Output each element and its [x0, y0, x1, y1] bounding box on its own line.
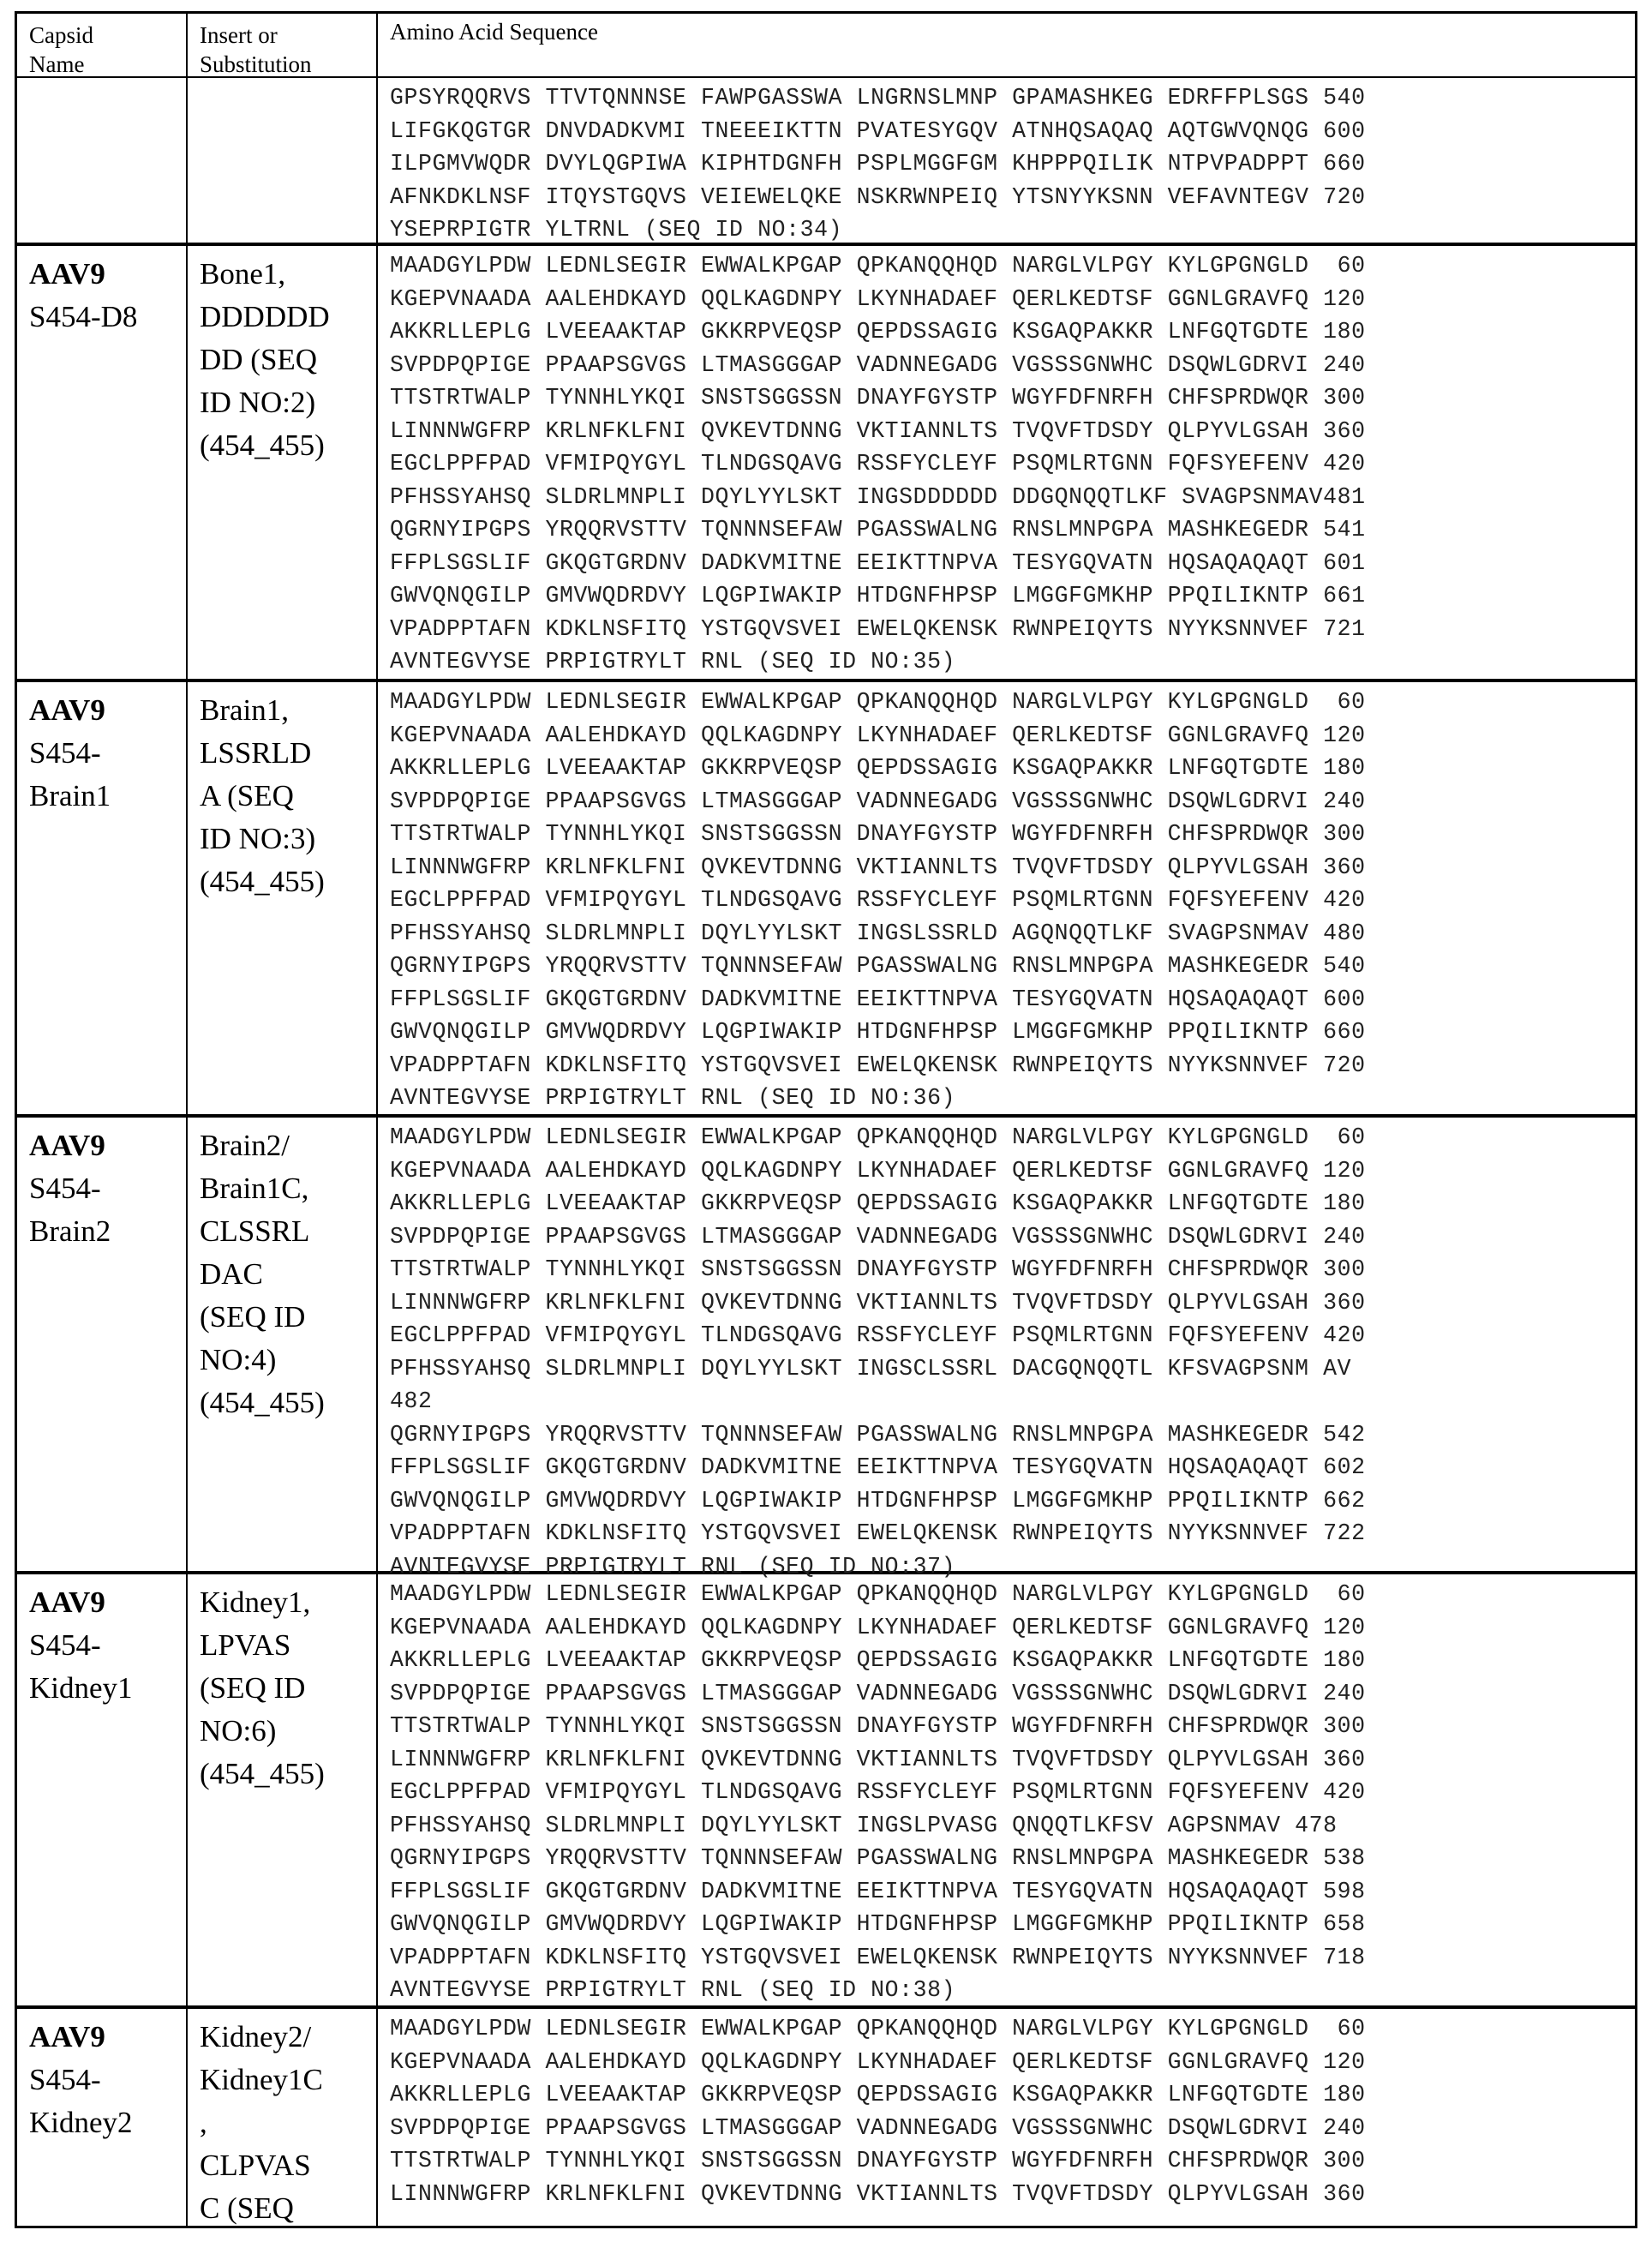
sequence-cell — [378, 2009, 1635, 2226]
capsid-name-variant: S454- Kidney2 — [29, 2063, 133, 2139]
table-row — [17, 1571, 1635, 2005]
sequence-line: PFHSSYAHSQ SLDRLMNPLI DQYLYYLSKT INGSDDDDDD DDGQNQQTLKF SVAGPSNMAV481 — [390, 483, 1366, 510]
table-row — [17, 679, 1635, 1114]
sequence-line: KGEPVNAADA AALEHDKAYD QQLKAGDNPY LKYNHADAEF QERLKEDTSF GGNLGRAVFQ 120 — [390, 2048, 1366, 2075]
amino-acid-sequence — [390, 1121, 1635, 1583]
amino-acid-sequence — [390, 2012, 1635, 2210]
table-body — [17, 78, 1635, 2226]
capsid-name-variant: S454- Brain2 — [29, 1172, 111, 1248]
sequence-line: VPADPPTAFN KDKLNSFITQ YSTGQVSVEI EWELQKENSK RWNPEIQYTS NYYKSNNVEF 720 — [390, 1052, 1366, 1078]
sequence-line: AKKRLLEPLG LVEEAAKTAP GKKRPVEQSP QEPDSSAGIG KSGAQPAKKR LNFGQTGDTE 180 — [390, 319, 1366, 345]
insert-cell — [188, 1118, 378, 1571]
sequence-line: PFHSSYAHSQ SLDRLMNPLI DQYLYYLSKT INGSLSSRLD AGQNQQTLKF SVAGPSNMAV 480 — [390, 920, 1366, 946]
sequence-line: AVNTEGVYSE PRPIGTRYLT RNL (SEQ ID NO:36) — [390, 1085, 956, 1111]
sequence-line: GWVQNQGILP GMVWQDRDVY LQGPIWAKIP HTDGNFHPSP LMGGFGMKHP PPQILIKNTP 661 — [390, 583, 1366, 608]
capsid-name-bold: AAV9 — [29, 1586, 105, 1619]
sequence-line: QGRNYIPGPS YRQQRVSTTV TQNNNSEFAW PGASSWALNG RNSLMNPGPA MASHKEGEDR 540 — [390, 953, 1366, 979]
sequence-line: EGCLPPFPAD VFMIPQYGYL TLNDGSQAVG RSSFYCLEYF PSQMLRTGNN FQFSYEFENV 420 — [390, 1322, 1366, 1348]
table-row — [17, 243, 1635, 679]
sequence-line: TTSTRTWALP TYNNHLYKQI SNSTSGGSSN DNAYFGYSTP WGYFDFNRFH CHFSPRDWQR 300 — [390, 821, 1366, 847]
header-insert-label: Insert or Substitution — [200, 22, 312, 77]
insert-substitution: Kidney1, LPVAS (SEQ ID NO:6) (454_455) — [200, 1586, 325, 1790]
sequence-line: MAADGYLPDW LEDNLSEGIR EWWALKPGAP QPKANQQHQD NARGLVLPGY KYLGPGNGLD 60 — [390, 2016, 1366, 2041]
capsid-name-variant: S454-D8 — [29, 300, 138, 333]
table-row — [17, 1114, 1635, 1580]
insert-substitution: Brain2/ Brain1C, CLSSRL DAC (SEQ ID NO:4) (454_455) — [200, 1129, 325, 1419]
table-row — [17, 78, 1635, 243]
capsid-name-cell — [17, 1574, 188, 2005]
sequence-line: AVNTEGVYSE PRPIGTRYLT RNL (SEQ ID NO:38) — [390, 1977, 956, 2003]
capsid-name-bold: AAV9 — [29, 257, 105, 291]
sequence-line: KGEPVNAADA AALEHDKAYD QQLKAGDNPY LKYNHADAEF QERLKEDTSF GGNLGRAVFQ 120 — [390, 285, 1366, 312]
sequence-line: EGCLPPFPAD VFMIPQYGYL TLNDGSQAVG RSSFYCLEYF PSQMLRTGNN FQFSYEFENV 420 — [390, 1779, 1366, 1805]
header-capsid-name — [17, 14, 188, 76]
capsid-name-bold: AAV9 — [29, 693, 105, 727]
sequence-line: GPSYRQQRVS TTVTQNNNSE FAWPGASSWA LNGRNSLMNP GPAMASHKEG EDRFFPLSGS 540 — [390, 85, 1366, 111]
sequence-line: LIFGKQGTGR DNVDADKVMI TNEEEIKTTN PVATESYGQV ATNHQSAQAQ AQTGWVQNQG 600 — [390, 117, 1366, 144]
insert-cell — [188, 78, 378, 243]
sequence-line: LINNNWGFRP KRLNFKLFNI QVKEVTDNNG VKTIANNLTS TVQVFTDSDY QLPYVLGSAH 360 — [390, 1289, 1366, 1316]
capsid-name-cell — [17, 246, 188, 679]
sequence-line: SVPDPQPIGE PPAAPSGVGS LTMASGGGAP VADNNEGADG VGSSSGNWHC DSQWLGDRVI 240 — [390, 788, 1366, 814]
sequence-line: GWVQNQGILP GMVWQDRDVY LQGPIWAKIP HTDGNFHPSP LMGGFGMKHP PPQILIKNTP 658 — [390, 1911, 1366, 1937]
capsid-name — [29, 689, 186, 818]
table-row — [17, 2005, 1635, 2226]
sequence-line: 482 — [390, 1388, 433, 1414]
capsid-name-bold: AAV9 — [29, 2020, 105, 2053]
insert-cell — [188, 1574, 378, 2005]
sequence-line: AKKRLLEPLG LVEEAAKTAP GKKRPVEQSP QEPDSSAGIG KSGAQPAKKR LNFGQTGDTE 180 — [390, 2082, 1366, 2107]
insert-cell — [188, 2009, 378, 2226]
sequence-line: TTSTRTWALP TYNNHLYKQI SNSTSGGSSN DNAYFGYSTP WGYFDFNRFH CHFSPRDWQR 300 — [390, 1713, 1366, 1739]
capsid-name — [29, 253, 186, 339]
amino-acid-sequence — [390, 81, 1635, 247]
sequence-line: VPADPPTAFN KDKLNSFITQ YSTGQVSVEI EWELQKENSK RWNPEIQYTS NYYKSNNVEF 721 — [390, 615, 1366, 642]
sequence-cell — [378, 682, 1635, 1114]
sequence-line: VPADPPTAFN KDKLNSFITQ YSTGQVSVEI EWELQKENSK RWNPEIQYTS NYYKSNNVEF 718 — [390, 1944, 1366, 1970]
sequence-line: SVPDPQPIGE PPAAPSGVGS LTMASGGGAP VADNNEGADG VGSSSGNWHC DSQWLGDRVI 240 — [390, 2114, 1366, 2141]
amino-acid-sequence — [390, 249, 1635, 679]
sequence-line: FFPLSGSLIF GKQGTGRDNV DADKVMITNE EEIKTTNPVA TESYGQVATN HQSAQAQAQT 598 — [390, 1878, 1366, 1904]
table-header-row — [17, 14, 1635, 78]
header-sequence — [378, 14, 1635, 76]
header-sequence-label: Amino Acid Sequence — [390, 19, 598, 45]
insert-substitution: Brain1, LSSRLD A (SEQ ID NO:3) (454_455) — [200, 693, 325, 898]
sequence-line: FFPLSGSLIF GKQGTGRDNV DADKVMITNE EEIKTTNPVA TESYGQVATN HQSAQAQAQT 602 — [390, 1454, 1366, 1480]
sequence-line: EGCLPPFPAD VFMIPQYGYL TLNDGSQAVG RSSFYCLEYF PSQMLRTGNN FQFSYEFENV 420 — [390, 887, 1366, 913]
sequence-line: AVNTEGVYSE PRPIGTRYLT RNL (SEQ ID NO:35) — [390, 649, 956, 674]
sequence-line: AKKRLLEPLG LVEEAAKTAP GKKRPVEQSP QEPDSSAGIG KSGAQPAKKR LNFGQTGDTE 180 — [390, 755, 1366, 781]
capsid-name-variant: S454- Kidney1 — [29, 1628, 133, 1705]
sequence-line: GWVQNQGILP GMVWQDRDVY LQGPIWAKIP HTDGNFHPSP LMGGFGMKHP PPQILIKNTP 660 — [390, 1019, 1366, 1045]
sequence-line: LINNNWGFRP KRLNFKLFNI QVKEVTDNNG VKTIANNLTS TVQVFTDSDY QLPYVLGSAH 360 — [390, 417, 1366, 444]
capsid-name-variant: S454- Brain1 — [29, 736, 111, 812]
capsid-name-cell — [17, 1118, 188, 1571]
sequence-line: KGEPVNAADA AALEHDKAYD QQLKAGDNPY LKYNHADAEF QERLKEDTSF GGNLGRAVFQ 120 — [390, 722, 1366, 748]
sequence-cell — [378, 78, 1635, 243]
sequence-cell — [378, 246, 1635, 679]
sequence-line: AKKRLLEPLG LVEEAAKTAP GKKRPVEQSP QEPDSSAGIG KSGAQPAKKR LNFGQTGDTE 180 — [390, 1647, 1366, 1673]
sequence-line: TTSTRTWALP TYNNHLYKQI SNSTSGGSSN DNAYFGYSTP WGYFDFNRFH CHFSPRDWQR 300 — [390, 1256, 1366, 1282]
sequence-line: GWVQNQGILP GMVWQDRDVY LQGPIWAKIP HTDGNFHPSP LMGGFGMKHP PPQILIKNTP 662 — [390, 1487, 1366, 1514]
capsid-name-cell — [17, 2009, 188, 2226]
sequence-line: MAADGYLPDW LEDNLSEGIR EWWALKPGAP QPKANQQHQD NARGLVLPGY KYLGPGNGLD 60 — [390, 1581, 1366, 1607]
sequence-cell — [378, 1574, 1635, 2005]
sequence-line: QGRNYIPGPS YRQQRVSTTV TQNNNSEFAW PGASSWALNG RNSLMNPGPA MASHKEGEDR 542 — [390, 1421, 1366, 1448]
sequence-line: TTSTRTWALP TYNNHLYKQI SNSTSGGSSN DNAYFGYSTP WGYFDFNRFH CHFSPRDWQR 300 — [390, 2148, 1366, 2173]
sequence-line: KGEPVNAADA AALEHDKAYD QQLKAGDNPY LKYNHADAEF QERLKEDTSF GGNLGRAVFQ 120 — [390, 1614, 1366, 1640]
insert-substitution: Bone1, DDDDDD DD (SEQ ID NO:2) (454_455) — [200, 257, 330, 462]
sequence-line: LINNNWGFRP KRLNFKLFNI QVKEVTDNNG VKTIANNLTS TVQVFTDSDY QLPYVLGSAH 360 — [390, 1746, 1366, 1772]
sequence-line: QGRNYIPGPS YRQQRVSTTV TQNNNSEFAW PGASSWALNG RNSLMNPGPA MASHKEGEDR 541 — [390, 517, 1366, 543]
insert-cell — [188, 246, 378, 679]
sequence-line: TTSTRTWALP TYNNHLYKQI SNSTSGGSSN DNAYFGYSTP WGYFDFNRFH CHFSPRDWQR 300 — [390, 385, 1366, 411]
sequence-line: QGRNYIPGPS YRQQRVSTTV TQNNNSEFAW PGASSWALNG RNSLMNPGPA MASHKEGEDR 538 — [390, 1845, 1366, 1871]
sequence-line: AKKRLLEPLG LVEEAAKTAP GKKRPVEQSP QEPDSSAGIG KSGAQPAKKR LNFGQTGDTE 180 — [390, 1190, 1366, 1216]
insert-substitution: Kidney2/ Kidney1C , CLPVAS C (SEQ — [200, 2020, 323, 2225]
insert-cell — [188, 682, 378, 1114]
sequence-line: MAADGYLPDW LEDNLSEGIR EWWALKPGAP QPKANQQHQD NARGLVLPGY KYLGPGNGLD 60 — [390, 1124, 1366, 1150]
sequence-line: LINNNWGFRP KRLNFKLFNI QVKEVTDNNG VKTIANNLTS TVQVFTDSDY QLPYVLGSAH 360 — [390, 854, 1366, 880]
sequence-line: MAADGYLPDW LEDNLSEGIR EWWALKPGAP QPKANQQHQD NARGLVLPGY KYLGPGNGLD 60 — [390, 253, 1366, 279]
capsid-name-cell — [17, 682, 188, 1114]
sequence-line: SVPDPQPIGE PPAAPSGVGS LTMASGGGAP VADNNEGADG VGSSSGNWHC DSQWLGDRVI 240 — [390, 351, 1366, 378]
capsid-name-cell — [17, 78, 188, 243]
sequence-line: LINNNWGFRP KRLNFKLFNI QVKEVTDNNG VKTIANNLTS TVQVFTDSDY QLPYVLGSAH 360 — [390, 2180, 1366, 2207]
capsid-name-bold: AAV9 — [29, 1129, 105, 1162]
sequence-line: AFNKDKLNSF ITQYSTGQVS VEIEWELQKE NSKRWNPEIQ YTSNYYKSNN VEFAVNTEGV 720 — [390, 183, 1366, 210]
capsid-name — [29, 1581, 186, 1710]
sequence-line: SVPDPQPIGE PPAAPSGVGS LTMASGGGAP VADNNEGADG VGSSSGNWHC DSQWLGDRVI 240 — [390, 1680, 1366, 1706]
sequence-line: MAADGYLPDW LEDNLSEGIR EWWALKPGAP QPKANQQHQD NARGLVLPGY KYLGPGNGLD 60 — [390, 689, 1366, 715]
capsid-sequence-table — [15, 11, 1637, 2228]
sequence-line: PFHSSYAHSQ SLDRLMNPLI DQYLYYLSKT INGSLPVASG QNQQTLKFSV AGPSNMAV 478 — [390, 1812, 1338, 1838]
sequence-line: YSEPRPIGTR YLTRNL (SEQ ID NO:34) — [390, 217, 843, 243]
sequence-line: FFPLSGSLIF GKQGTGRDNV DADKVMITNE EEIKTTNPVA TESYGQVATN HQSAQAQAQT 601 — [390, 549, 1366, 576]
sequence-line: ILPGMVWQDR DVYLQGPIWA KIPHTDGNFH PSPLMGGFGM KHPPPQILIK NTPVPADPPT 660 — [390, 151, 1366, 177]
sequence-line: VPADPPTAFN KDKLNSFITQ YSTGQVSVEI EWELQKENSK RWNPEIQYTS NYYKSNNVEF 722 — [390, 1520, 1366, 1546]
sequence-line: SVPDPQPIGE PPAAPSGVGS LTMASGGGAP VADNNEGADG VGSSSGNWHC DSQWLGDRVI 240 — [390, 1223, 1366, 1250]
sequence-cell — [378, 1118, 1635, 1580]
amino-acid-sequence — [390, 686, 1635, 1115]
sequence-line: KGEPVNAADA AALEHDKAYD QQLKAGDNPY LKYNHADAEF QERLKEDTSF GGNLGRAVFQ 120 — [390, 1157, 1366, 1184]
amino-acid-sequence — [390, 1578, 1635, 2007]
sequence-line: AVNTEGVYSE PRPIGTRYLT RNL (SEQ ID NO:37) — [390, 1553, 956, 1580]
capsid-name — [29, 1124, 186, 1253]
sequence-line: PFHSSYAHSQ SLDRLMNPLI DQYLYYLSKT INGSCLSSRL DACGQNQQTL KFSVAGPSNM AV — [390, 1355, 1352, 1382]
sequence-line: EGCLPPFPAD VFMIPQYGYL TLNDGSQAVG RSSFYCLEYF PSQMLRTGNN FQFSYEFENV 420 — [390, 451, 1366, 477]
header-insert — [188, 14, 378, 76]
header-capsid-name-label: Capsid Name — [29, 22, 94, 77]
capsid-name — [29, 2016, 186, 2144]
sequence-line: FFPLSGSLIF GKQGTGRDNV DADKVMITNE EEIKTTNPVA TESYGQVATN HQSAQAQAQT 600 — [390, 986, 1366, 1012]
